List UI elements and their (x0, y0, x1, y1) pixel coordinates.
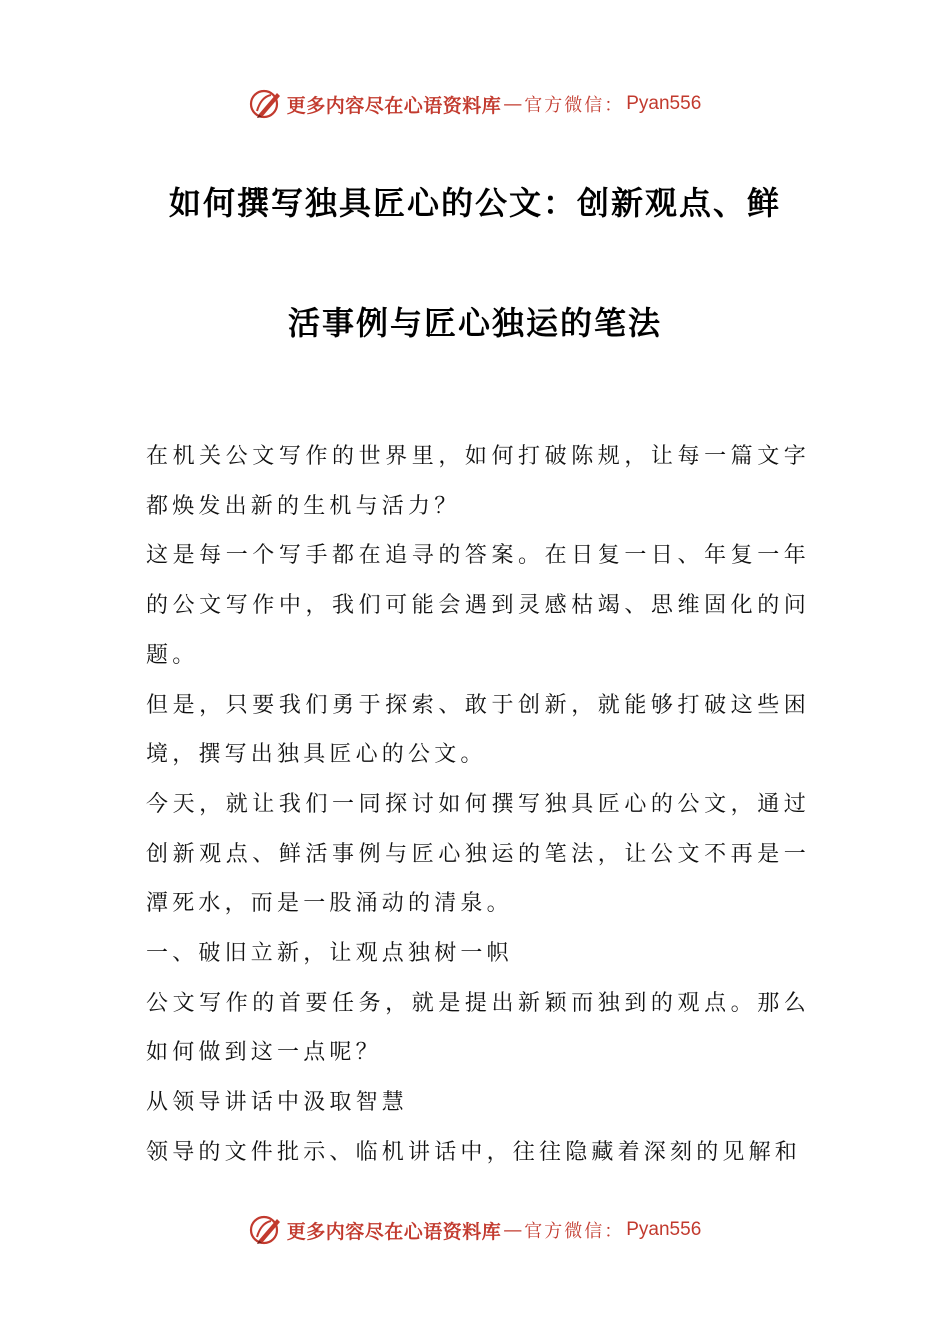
official-wechat-label: 官方微信： (524, 1221, 625, 1242)
wechat-id: Pyan556 (626, 93, 702, 114)
document-body (146, 432, 810, 1178)
pen-logo-icon (249, 1213, 283, 1247)
page-title-line-1: 如何撰写独具匠心的公文：创新观点、鲜 (168, 184, 781, 222)
brand-text: 更多内容尽在心语资料库 (286, 1220, 502, 1243)
sub-heading: 从领导讲话中汲取智慧 (146, 1090, 409, 1116)
wechat-id: Pyan556 (626, 1219, 702, 1240)
paragraph: 这是每一个写手都在追寻的答案。在日复一日、年复一年的公文写作中，我们可能会遇到灵感枯竭、思维固化的问题。 (146, 543, 810, 668)
banner-dash: — (503, 93, 523, 115)
paragraph: 公文写作的首要任务，就是提出新颖而独到的观点。那么如何做到这一点呢？ (146, 990, 810, 1066)
paragraph: 但是，只要我们勇于探索、敢于创新，就能够打破这些困境，撰写出独具匠心的公文。 (146, 692, 810, 768)
brand-text: 更多内容尽在心语资料库 (286, 94, 502, 117)
banner-dash: — (503, 1219, 523, 1241)
paragraph: 今天，就让我们一同探讨如何撰写独具匠心的公文，通过创新观点、鲜活事例与匠心独运的笔法，让公文不再是一潭死水，而是一股涌动的清泉。 (146, 791, 810, 917)
paragraph: 领导的文件批示、临机讲话中，往往隐藏着深刻的见解和 (146, 1139, 802, 1165)
section-heading: 一、破旧立新，让观点独树一帜 (146, 941, 513, 967)
pen-logo-icon (249, 87, 283, 121)
footer-banner (0, 1210, 950, 1250)
paragraph: 在机关公文写作的世界里，如何打破陈规，让每一篇文字都焕发出新的生机与活力？ (146, 444, 810, 519)
official-wechat-label: 官方微信： (524, 95, 625, 116)
page-title-line-2: 活事例与匠心独运的笔法 (287, 304, 662, 342)
header-banner (0, 84, 950, 124)
